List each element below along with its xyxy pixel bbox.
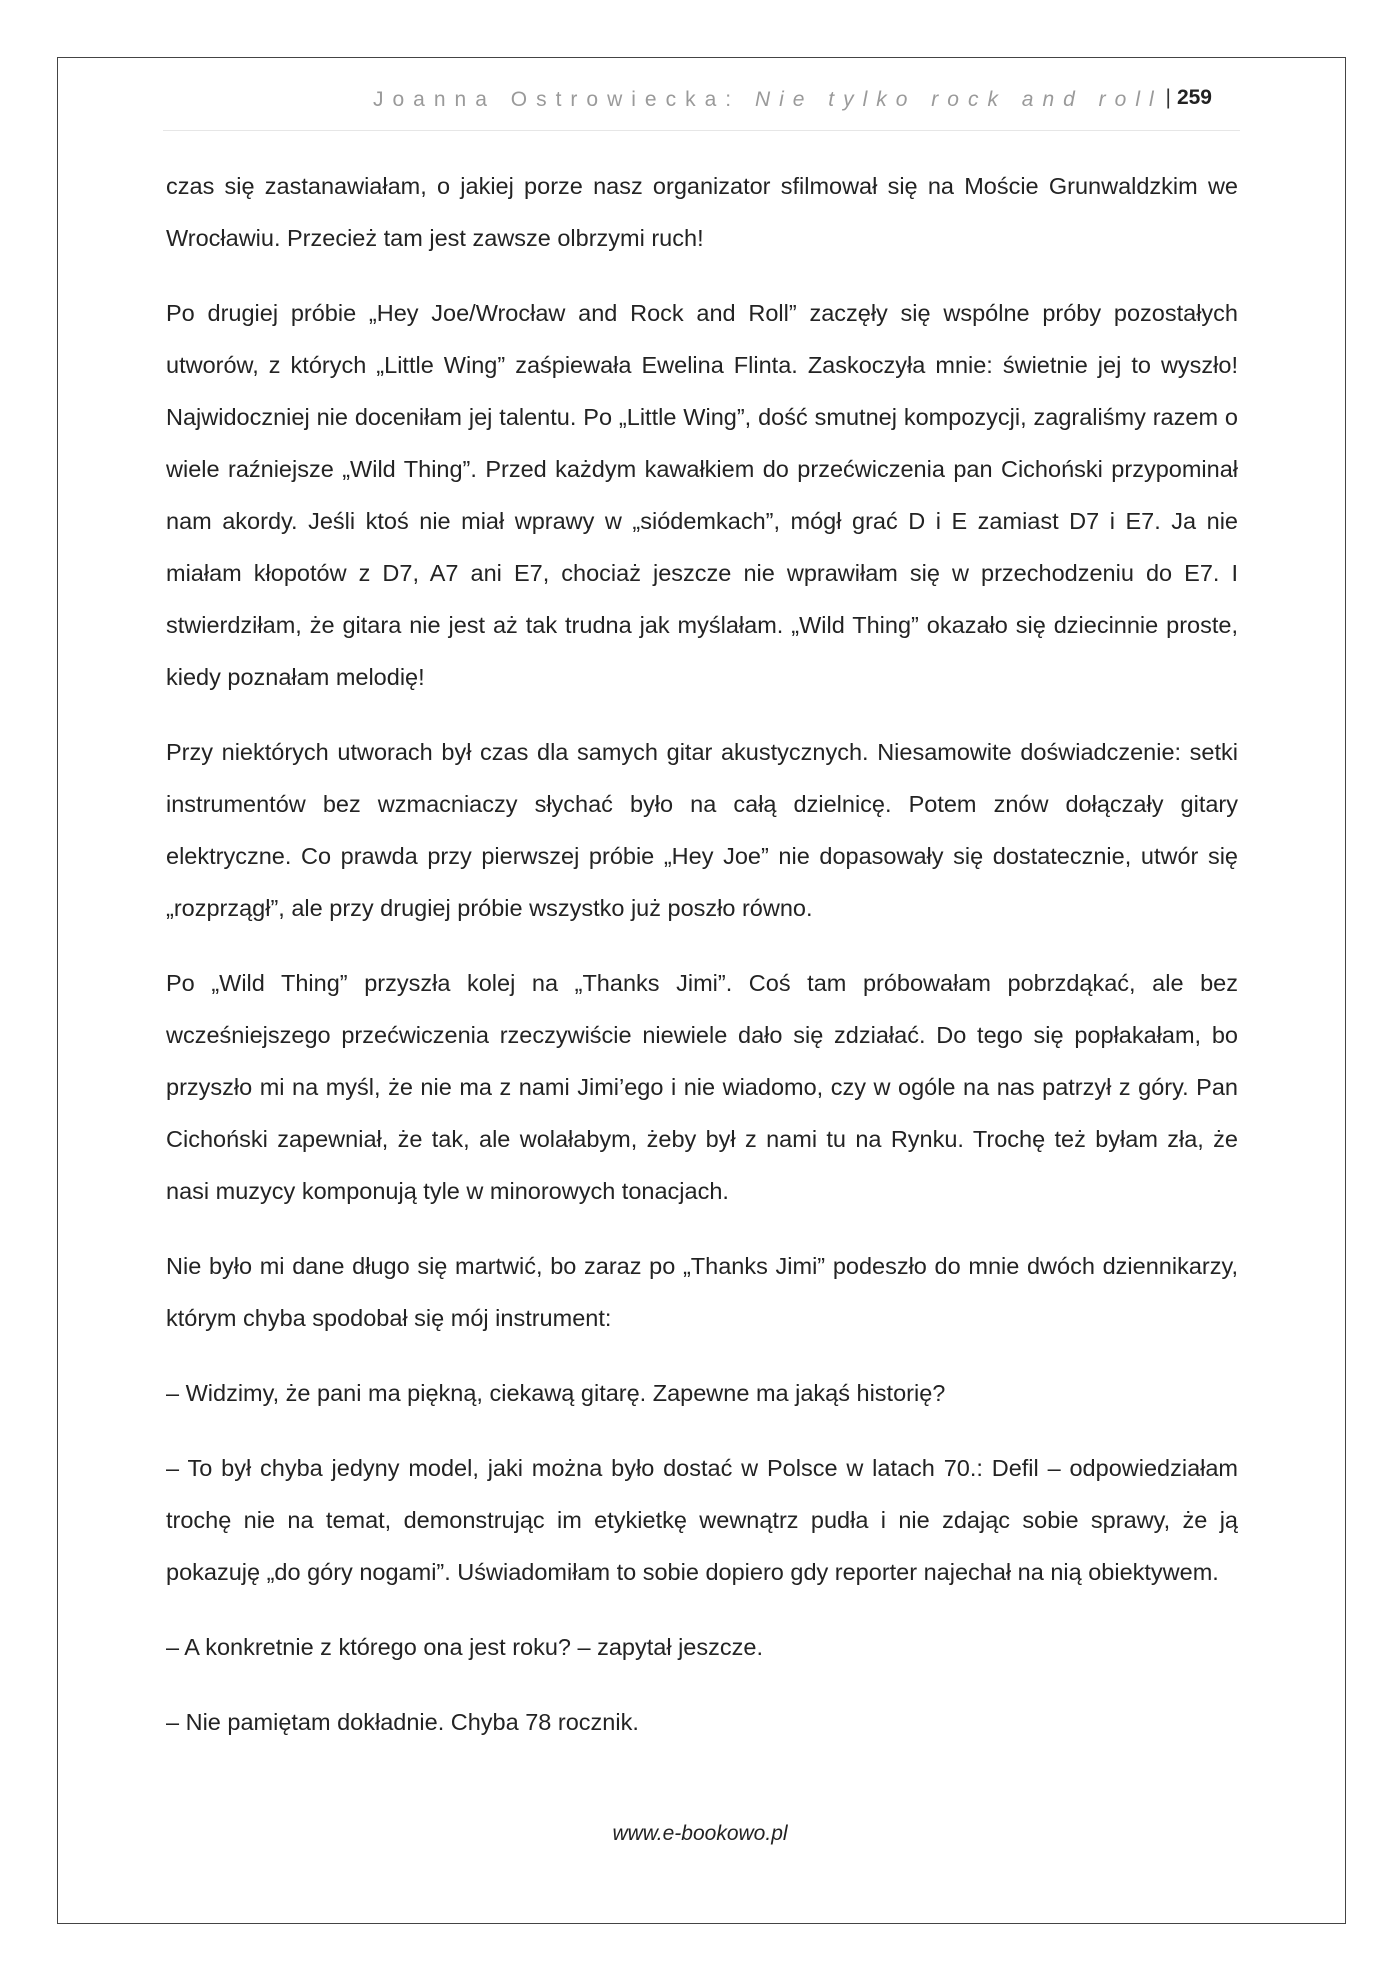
paragraph: czas się zastanawiałam, o jakiej porze nasz organizator sfilmował się na Moście Grunwaldzkim we Wrocławiu. Przecież tam jest zawsze olbrzymi ruch! [166,173,1238,251]
paragraph: Nie było mi dane długo się martwić, bo zaraz po „Thanks Jimi” podeszło do mnie dwóch dziennikarzy, którym chyba spodobał się mój instrument: [166,1253,1238,1331]
page-body [166,160,1238,1771]
running-title [373,88,1163,112]
page-number [1165,86,1212,110]
page-number-value: 259 [1176,86,1212,109]
dialogue-line: – To był chyba jedyny model, jaki można było dostać w Polsce w latach 70.: Defil – odpowiedziałam trochę nie na temat, demonstrując im etykietkę wewnątrz pudła i nie zdając sobie sprawy, że ją pokazuję „do góry nogami”. Uświadomiłam to sobie dopiero gdy reporter najechał na nią obiektywem. [166,1455,1238,1585]
dialogue-line: – Nie pamiętam dokładnie. Chyba 78 rocznik. [166,1709,639,1735]
dialogue-line: – A konkretnie z którego ona jest roku? – zapytał jeszcze. [166,1634,763,1660]
footer-url: www.e-bookowo.pl [612,1822,788,1845]
book-title: Nie tylko rock and roll [754,88,1163,111]
dialogue-line: – Widzimy, że pani ma piękną, ciekawą gitarę. Zapewne ma jakąś historię? [166,1380,946,1406]
paragraph: Przy niektórych utworach był czas dla samych gitar akustycznych. Niesamowite doświadczenie: setki instrumentów bez wzmacniaczy słychać było na całą dzielnicę. Potem znów dołączały gitary elektryczne. Co prawda przy pierwszej próbie „Hey Joe” nie dopasowały się dostatecznie, utwór się „rozprzągł”, ale przy drugiej próbie wszystko już poszło równo. [166,739,1238,921]
paragraph: Po drugiej próbie „Hey Joe/Wrocław and Rock and Roll” zaczęły się wspólne próby pozostałych utworów, z których „Little Wing” zaśpiewała Ewelina Flinta. Zaskoczyła mnie: świetnie jej to wyszło! Najwidoczniej nie doceniłam jej talentu. Po „Little Wing”, dość smutnej kompozycji, zagraliśmy razem o wiele raźniejsze „Wild Thing”. Przed każdym kawałkiem do przećwiczenia pan Cichoński przypominał nam akordy. Jeśli ktoś nie miał wprawy w „siódemkach”, mógł grać D i E zamiast D7 i E7. Ja nie miałam kłopotów z D7, A7 ani E7, chociaż jeszcze nie wprawiłam się w przechodzeniu do E7. I stwierdziłam, że gitara nie jest aż tak trudna jak myślałam. „Wild Thing” okazało się dziecinnie proste, kiedy poznałam melodię! [166,300,1238,690]
page-header [163,80,1240,131]
page-number-separator: | [1165,86,1171,109]
author-name: Joanna Ostrowiecka: [373,88,755,111]
paragraph: Po „Wild Thing” przyszła kolej na „Thanks Jimi”. Coś tam próbowałam pobrzdąkać, ale bez wcześniejszego przećwiczenia rzeczywiście niewiele dało się zdziałać. Do tego się popłakałam, bo przyszło mi na myśl, że nie ma z nami Jimi’ego i nie wiadomo, czy w ogóle na nas patrzył z góry. Pan Cichoński zapewniał, że tak, ale wolałabym, żeby był z nami tu na Rynku. Trochę też byłam zła, że nasi muzycy komponują tyle w minorowych tonacjach. [166,970,1238,1204]
